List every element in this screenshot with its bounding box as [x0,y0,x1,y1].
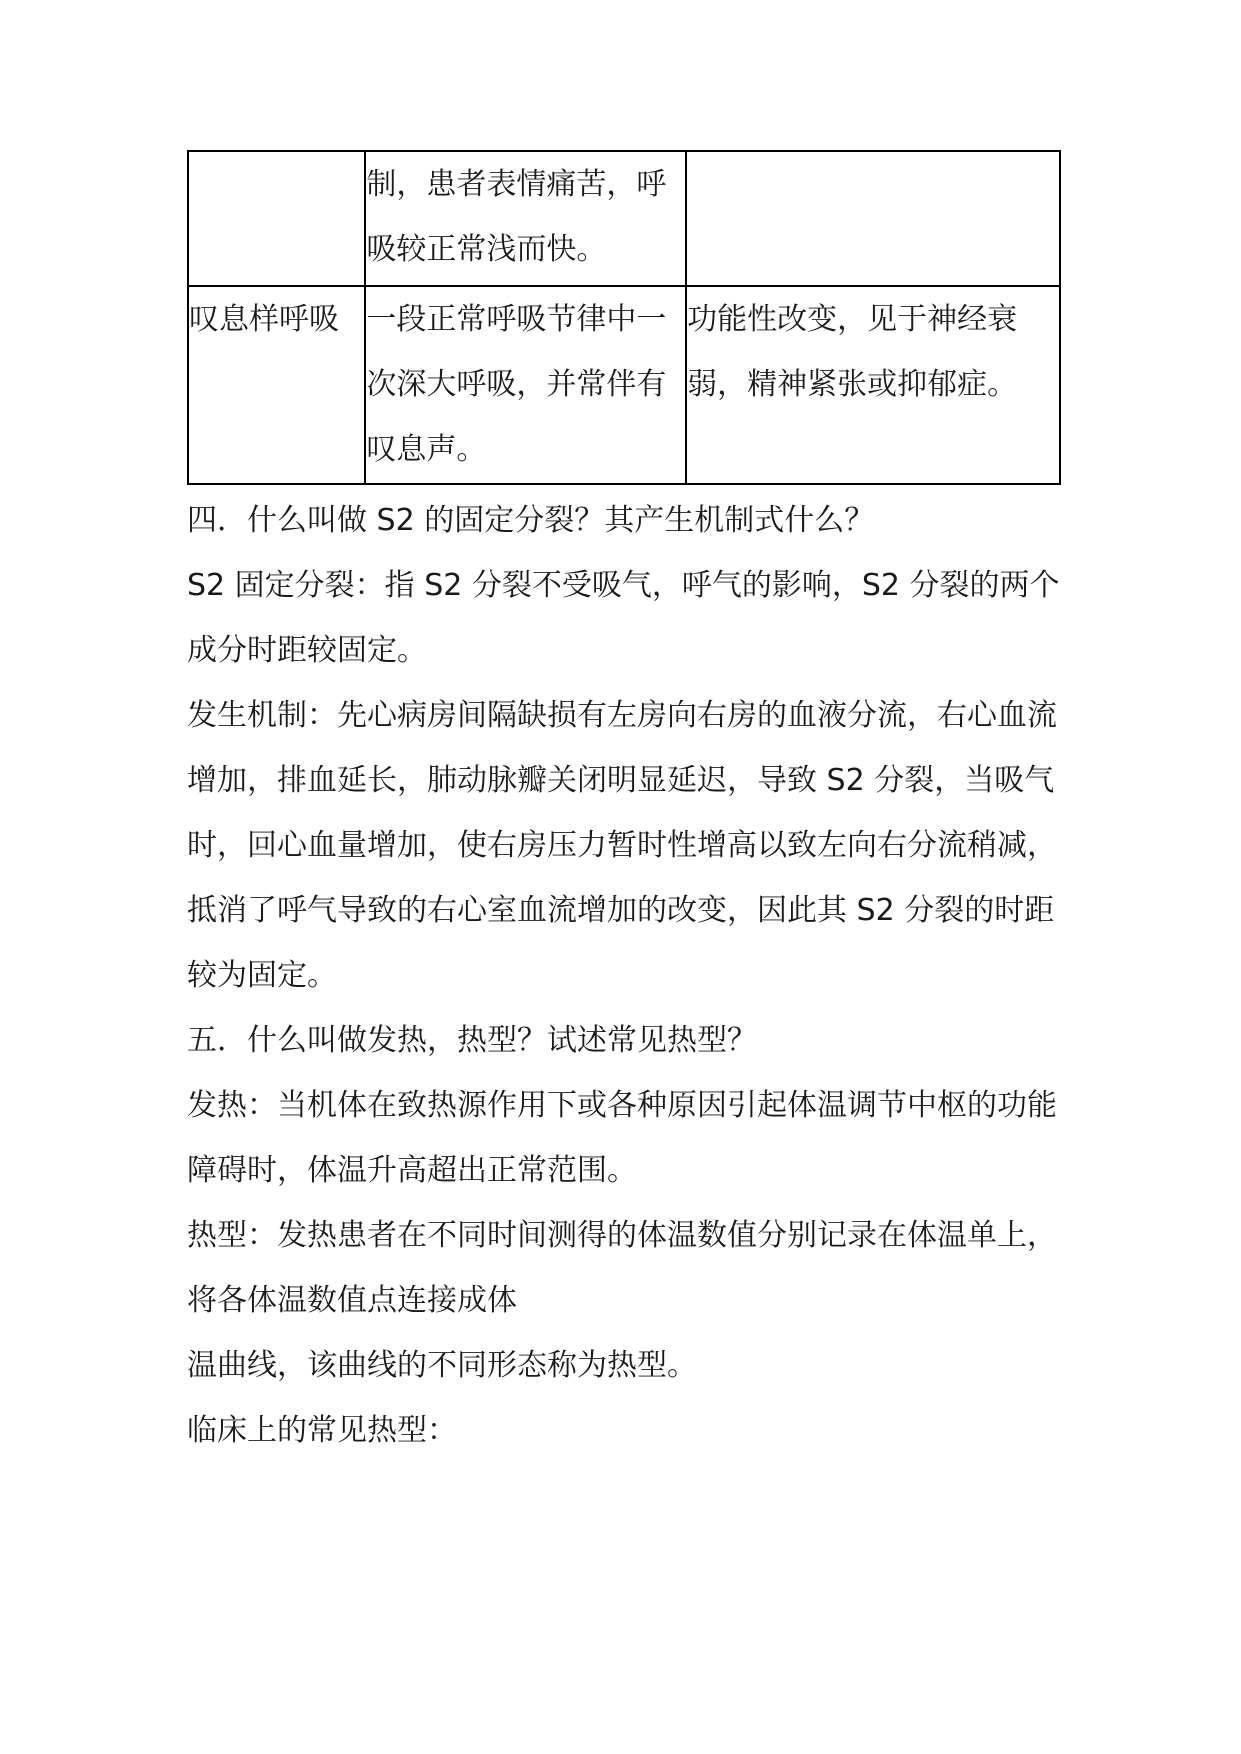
body-text [187,488,1067,1463]
paragraph-fever-definition: 发热：当机体在致热源作用下或各种原因引起体温调节中枢的功能障碍时，体温升高超出正常范围。 [187,1088,1057,1188]
table-cell-significance: 功能性改变，见于神经衰弱，精神紧张或抑郁症。 [686,286,1060,484]
paragraph-fever-type-definition: 热型：发热患者在不同时间测得的体温数值分别记录在体温单上，将各体温数值点连接成体 [187,1218,1057,1318]
paragraph-common-fever-types: 临床上的常见热型： [187,1413,457,1448]
question-heading-fever: 五．什么叫做发热，热型？试述常见热型？ [187,1023,757,1058]
table-cell-name [188,151,365,286]
table-cell-significance [686,151,1060,286]
table-cell-name: 叹息样呼吸 [188,286,365,484]
paragraph-s2-definition: S2 固定分裂：指 S2 分裂不受吸气，呼气的影响，S2 分裂的两个成分时距较固定。 [187,568,1060,668]
table-row [188,151,1060,286]
breathing-pattern-table [187,150,1061,485]
table-cell-feature: 一段正常呼吸节律中一次深大呼吸，并常伴有叹息声。 [365,286,686,484]
question-heading-s2: 四．什么叫做 S2 的固定分裂？其产生机制式什么？ [187,503,875,538]
paragraph-fever-type-continued: 温曲线，该曲线的不同形态称为热型。 [187,1348,697,1383]
table-cell-feature: 制，患者表情痛苦，呼吸较正常浅而快。 [365,151,686,286]
table-row [188,286,1060,484]
paragraph-s2-mechanism: 发生机制：先心病房间隔缺损有左房向右房的血液分流，右心血流增加，排血延长，肺动脉瓣关闭明显延迟，导致 S2 分裂，当吸气时，回心血量增加，使右房压力暂时性增高以致左向右分流稍减，抵消了呼气导致的右心室血流增加的改变，因此其 S2 分裂的时距较为固定。 [187,698,1057,993]
